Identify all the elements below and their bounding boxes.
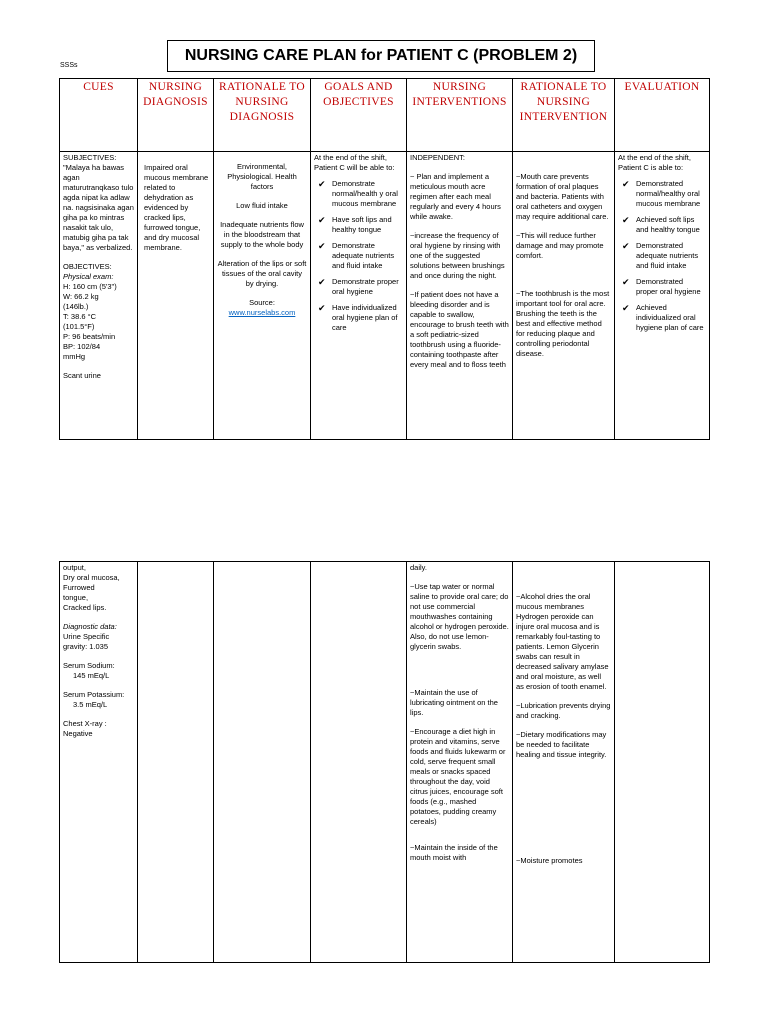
care-plan-table-page-1 <box>59 78 710 440</box>
plan-row <box>60 152 710 440</box>
rationale-intervention-2: ~This will reduce further damage and may promote comfort. <box>516 231 604 260</box>
rationale-low-fluid: Low fluid intake <box>236 201 288 210</box>
interventions-heading: INDEPENDENT: <box>410 153 466 162</box>
intervention-1: ~ Plan and implement a meticulous mouth acre regimen after each meal regularly and every 4 hours while awake. <box>410 172 501 221</box>
subjectives-text: "Malaya ha bawas agan maturutranqkaso tulo agda nipat ka adlaw na. nagsisinaka agan giha pa ko mintras nasakit tak ulo, matubig giha pa tak baya," as verbalized. <box>63 163 134 252</box>
rationale-dietary: ~Dietary modifications may be needed to facilitate healing and tissue integrity. <box>516 730 607 759</box>
col-header-rationale-diagnosis: RATIONALE TO NURSING DIAGNOSIS <box>214 79 311 152</box>
cue-dry-mucosa: Dry oral mucosa, <box>63 573 120 582</box>
diagnosis-cell-continued <box>138 562 214 963</box>
checkmark-icon: ✔ <box>318 277 326 287</box>
chest-xray-heading: Chest X-ray : <box>63 719 107 728</box>
rationale-intervention-3: ~The toothbrush is the most important tool for oral acre. Brushing the teeth is the best and effective method for reducing plaque and controlling periodontal disease. <box>516 289 610 358</box>
goals-intro: At the end of the shift, Patient C will be able to: <box>314 153 395 172</box>
rationale-alcohol: ~Alcohol dries the oral mucous membranes Hydrogen peroxide can injure oral mucosa and is remarkably foul-tasting to patients. Lemon Glycerin swabs can result in decreased salivary amylase and oral moisture, as well as erosion of tooth enamel. <box>516 592 609 691</box>
rationale-lubrication: ~Lubrication prevents drying and cracking. <box>516 701 611 720</box>
height-value: H: 160 cm (5'3") <box>63 282 117 291</box>
source-label: Source: <box>249 298 275 307</box>
checkmark-icon: ✔ <box>622 241 630 251</box>
source-link[interactable]: www.nurselabs.com <box>228 308 296 317</box>
evaluation-item: ✔ Demonstrated adequate nutrients and fluid intake <box>622 241 699 270</box>
rationale-moisture: ~Moisture promotes <box>516 856 583 865</box>
serum-sodium-heading: Serum Sodium: <box>63 661 115 670</box>
col-header-rationale-intervention: RATIONALE TO NURSING INTERVENTION <box>513 79 615 152</box>
rationale-factors: Environmental, Physiological. Health factors <box>227 162 297 191</box>
col-header-goals: GOALS AND OBJECTIVES <box>311 79 407 152</box>
intervention-daily: daily. <box>410 563 427 572</box>
subjectives-heading: SUBJECTIVES: <box>63 153 117 162</box>
rationale-intervention-cell-continued <box>513 562 615 963</box>
goal-item: ✔ Demonstrate adequate nutrients and fluid intake <box>318 241 395 270</box>
serum-potassium-value: 3.5 mEq/L <box>73 700 108 709</box>
diagnosis-cell <box>138 152 214 440</box>
evaluation-cell-continued <box>615 562 710 963</box>
rationale-intervention-cell <box>513 152 615 440</box>
chest-xray-value: Negative <box>63 729 93 738</box>
interventions-cell-continued <box>407 562 513 963</box>
evaluation-item: ✔ Achieved soft lips and healthy tongue <box>622 215 700 234</box>
goals-cell <box>311 152 407 440</box>
diagnosis-text: Impaired oral mucous membrane related to dehydration as evidenced by cracked lips, furrowed tongue, and dry mucosal membrane. <box>144 163 209 252</box>
weight-lb-value: (146lb.) <box>63 302 89 311</box>
temperature-f-value: (101.5°F) <box>63 322 95 331</box>
rationale-alteration: Alteration of the lips or soft tissues of the oral cavity by drying. <box>217 259 307 288</box>
checkmark-icon: ✔ <box>622 215 630 225</box>
cue-furrowed: Furrowed <box>63 583 95 592</box>
checkmark-icon: ✔ <box>318 303 326 313</box>
checkmark-icon: ✔ <box>318 241 326 251</box>
checkmark-icon: ✔ <box>622 277 630 287</box>
page-title: NURSING CARE PLAN for PATIENT C (PROBLEM 2) <box>167 40 595 72</box>
rationale-intervention-1: ~Mouth care prevents formation of oral plaques and bacteria. Patients with oral catheters and oxygen may require additional care. <box>516 172 609 221</box>
rationale-diagnosis-cell <box>214 152 311 440</box>
diagnostic-data-heading: Diagnostic data: <box>63 622 117 631</box>
col-header-nursing-diagnosis: NURSING DIAGNOSIS <box>138 79 214 152</box>
cue-cracked-lips: Cracked lips. <box>63 603 107 612</box>
goal-item: ✔ Have individualized oral hygiene plan of care <box>318 303 398 332</box>
temperature-value: T: 38.6 °C <box>63 312 97 321</box>
serum-sodium-value: 145 mEq/L <box>73 671 110 680</box>
care-plan-table-page-2 <box>59 561 710 963</box>
cue-tongue: tongue, <box>63 593 89 602</box>
header-note: SSSs <box>60 62 78 69</box>
bp-unit: mmHg <box>63 352 86 361</box>
objectives-heading: OBJECTIVES: <box>63 262 112 271</box>
checkmark-icon: ✔ <box>318 179 326 189</box>
checkmark-icon: ✔ <box>622 179 630 189</box>
goal-item: ✔ Have soft lips and healthy tongue <box>318 215 392 234</box>
serum-potassium-heading: Serum Potassium: <box>63 690 125 699</box>
rationale-nutrients: Inadequate nutrients flow in the bloodstream that supply to the whole body <box>220 220 304 249</box>
interventions-cell <box>407 152 513 440</box>
evaluation-item: ✔ Demonstrated proper oral hygiene <box>622 277 701 296</box>
evaluation-cell <box>615 152 710 440</box>
cues-cell-continued <box>60 562 138 963</box>
evaluation-intro: At the end of the shift, Patient C is able to: <box>618 153 691 172</box>
goal-item: ✔ Demonstrate proper oral hygiene <box>318 277 399 296</box>
checkmark-icon: ✔ <box>622 303 630 313</box>
pulse-value: P: 96 beats/min <box>63 332 116 341</box>
intervention-diet: ~Encourage a diet high in protein and vitamins, serve foods and fluids lukewarm or cold, serve frequent small meals or snacks spaced throughout the day, void citrus juices, encourage soft foods (e.g., mashed potatoes, pudding creamy cereals) <box>410 727 506 826</box>
physical-exam-heading: Physical exam: <box>63 272 114 281</box>
intervention-moist: ~Maintain the inside of the mouth moist with <box>410 843 498 862</box>
intervention-lubricating: ~Maintain the use of lubricating ointment on the lips. <box>410 688 498 717</box>
plan-row-continued <box>60 562 710 963</box>
evaluation-item: ✔ Demonstrated normal/healthy oral mucous membrane <box>622 179 701 208</box>
col-header-evaluation: EVALUATION <box>615 79 710 152</box>
intervention-3: ~If patient does not have a bleeding disorder and is capable to swallow, encourage to brush teeth with a soft pediatric-sized toothbrush using a fluoride-containing toothpaste after every meal and to floss teeth <box>410 290 509 369</box>
intervention-tap-water: ~Use tap water or normal saline to provide oral care; do not use commercial mouthwashes containing alcohol or hydrogen peroxide. Also, do not use lemon-glycerin swabs. <box>410 582 509 651</box>
header-row <box>60 79 710 152</box>
bp-value: BP: 102/84 <box>63 342 101 351</box>
evaluation-item: ✔ Achieved individualized oral hygiene plan of care <box>622 303 704 332</box>
goal-item: ✔ Demonstrate normal/health y oral mucous membrane <box>318 179 398 208</box>
scant-urine: Scant urine <box>63 371 101 380</box>
rationale-diagnosis-cell-continued <box>214 562 311 963</box>
cues-cell <box>60 152 138 440</box>
col-header-interventions: NURSING INTERVENTIONS <box>407 79 513 152</box>
urine-specific-gravity: Urine Specific gravity: 1.035 <box>63 632 110 651</box>
col-header-cues: CUES <box>60 79 138 152</box>
checkmark-icon: ✔ <box>318 215 326 225</box>
weight-value: W: 66.2 kg <box>63 292 99 301</box>
intervention-2: ~increase the frequency of oral hygiene by rinsing with one of the suggested solutions between brushings and once during the night. <box>410 231 505 280</box>
goals-cell-continued <box>311 562 407 963</box>
cue-output: output, <box>63 563 86 572</box>
